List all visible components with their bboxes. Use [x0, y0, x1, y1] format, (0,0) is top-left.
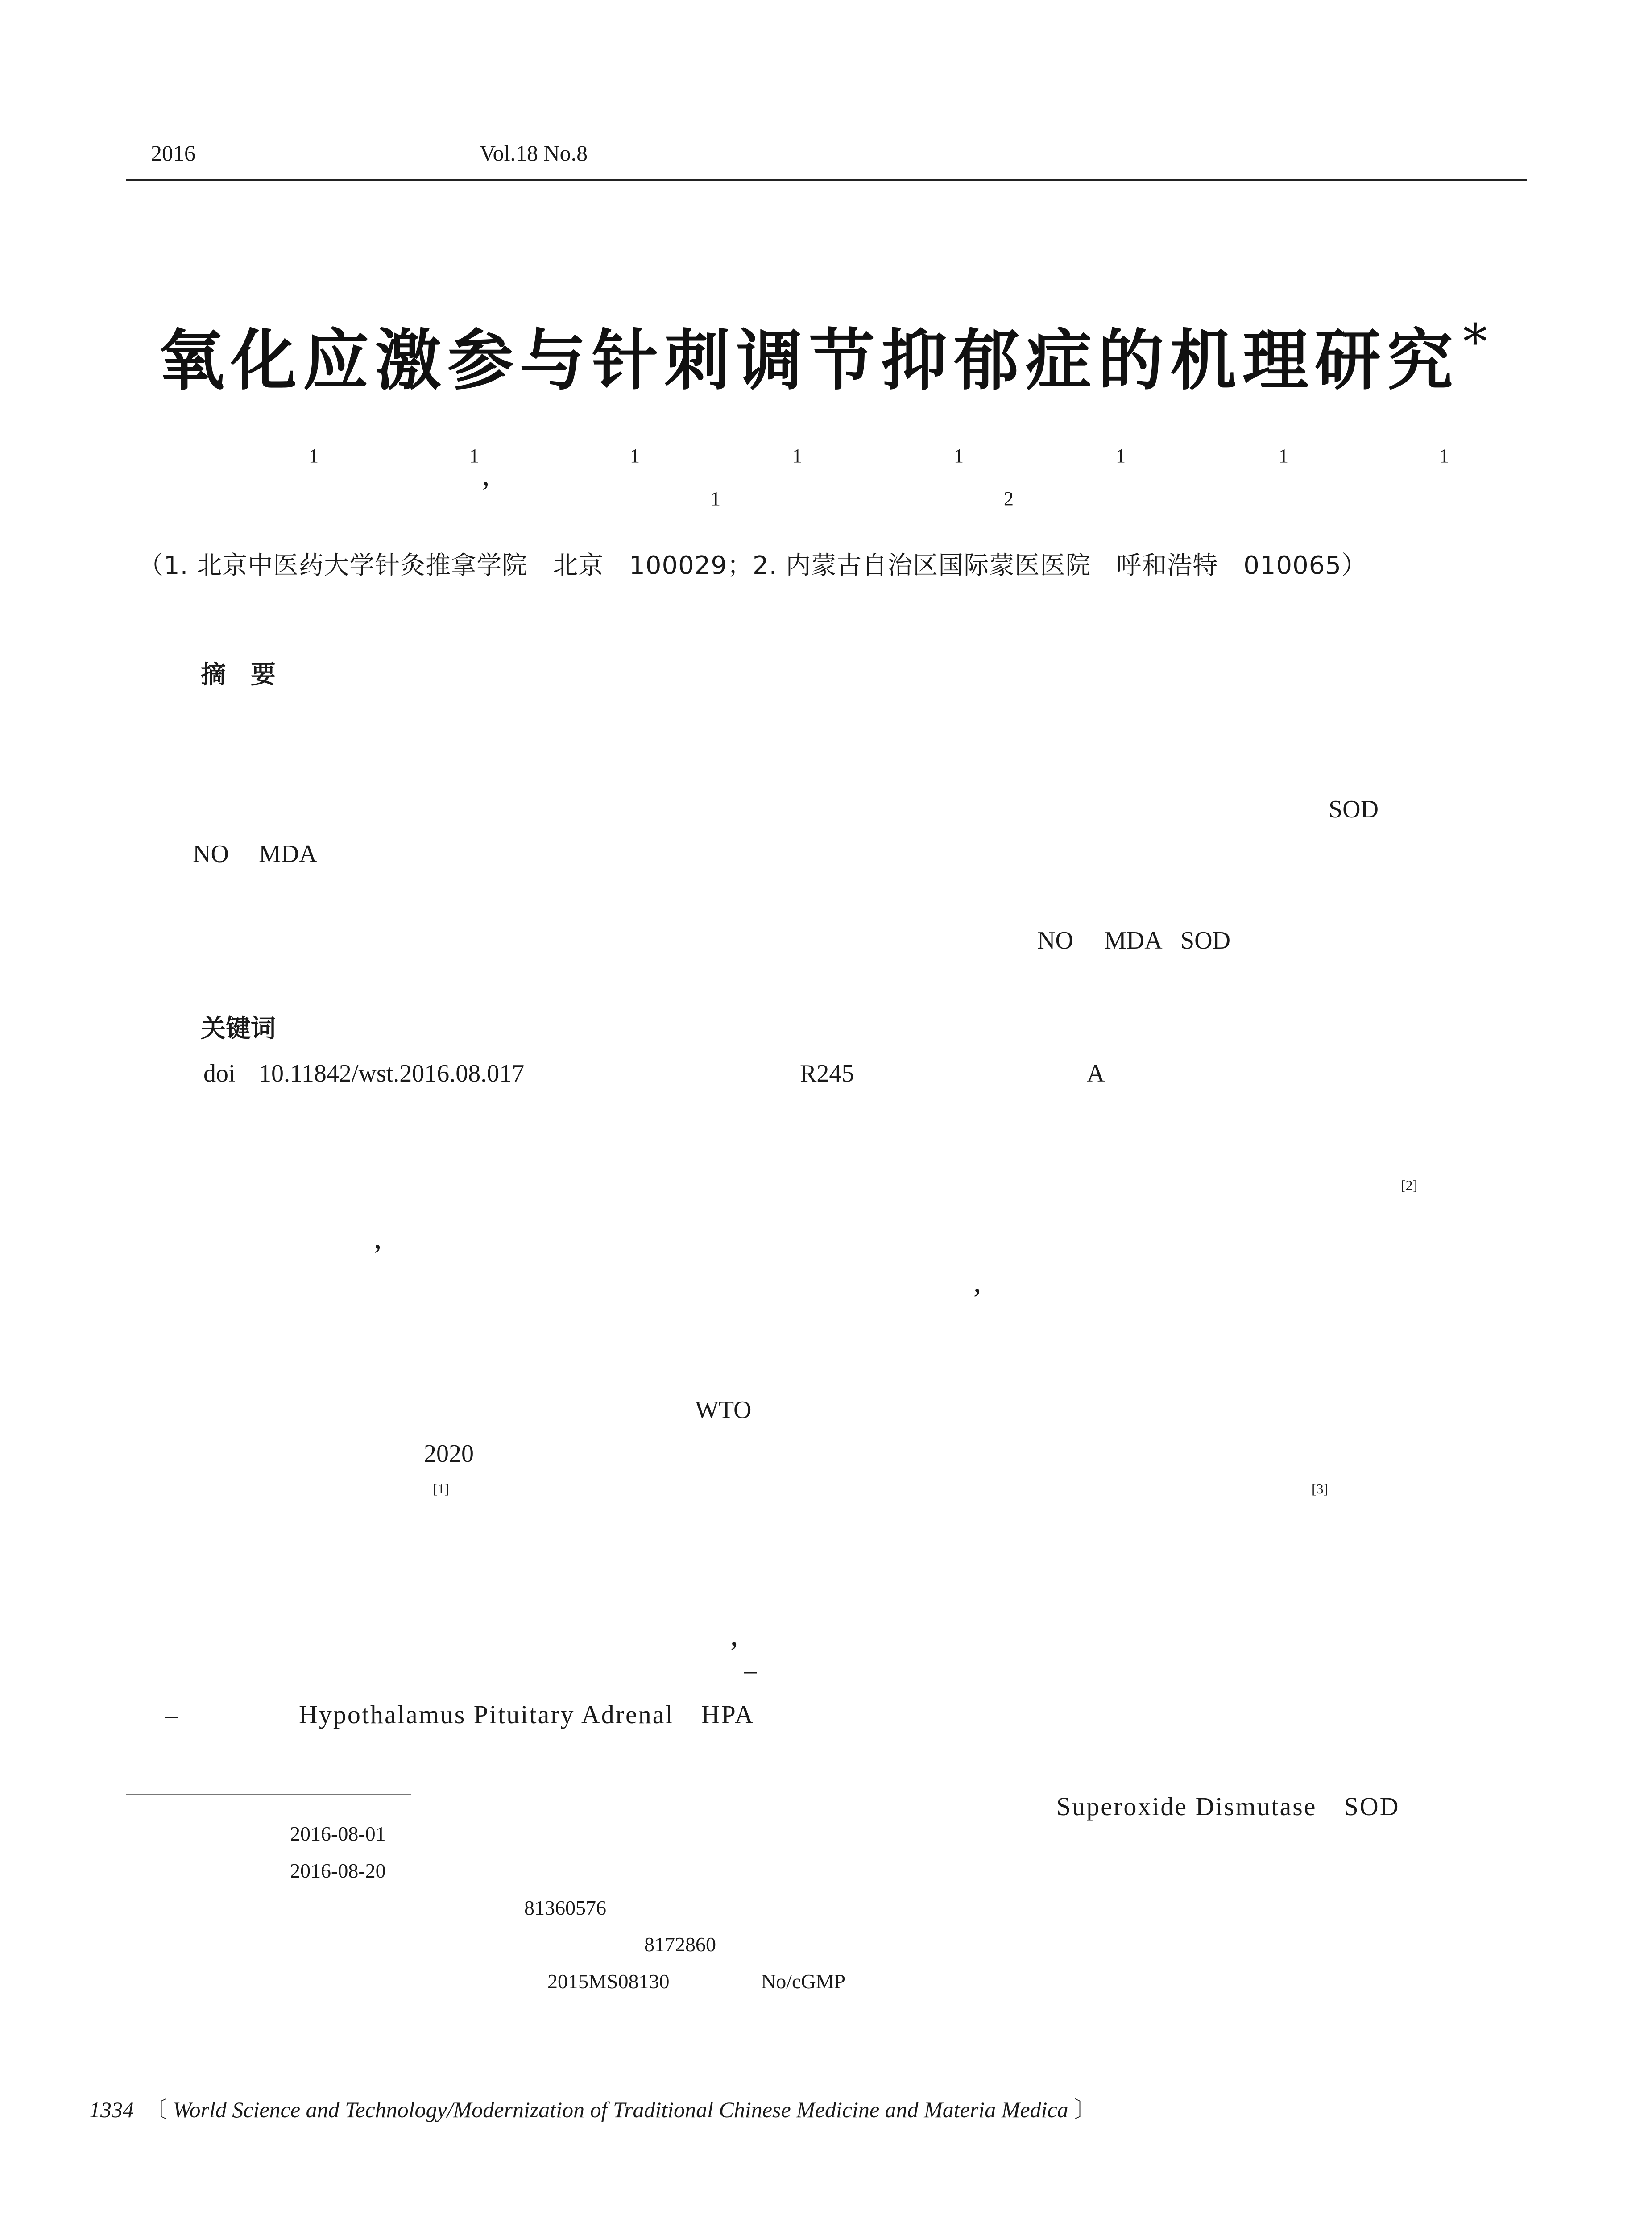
- body-term-wto: WTO: [695, 1396, 752, 1424]
- author-comma: ,: [482, 458, 490, 492]
- author-mark: 1: [792, 445, 802, 467]
- abstract-label: 摘 要: [201, 660, 276, 689]
- abstract-term-mda: MDA: [259, 840, 317, 868]
- author-mark: 1: [630, 445, 640, 467]
- body-comma: ,: [973, 1265, 981, 1299]
- page-number: 1334: [89, 2097, 134, 2122]
- paper-title: [0, 308, 1652, 402]
- body-comma: ,: [374, 1221, 382, 1255]
- citation-ref: [3]: [1312, 1480, 1329, 1497]
- footer-close-bracket: 〕: [1074, 2097, 1097, 2122]
- abstract-term-no: NO: [193, 840, 229, 868]
- paper-title-text: 氧化应激参与针刺调节抑郁症的机理研究: [158, 321, 1459, 399]
- sod-term: Superoxide Dismutase SOD: [1056, 1792, 1400, 1821]
- author-mark: 1: [1439, 445, 1449, 467]
- abstract-term-no: NO: [1037, 927, 1073, 954]
- author-mark: 1: [309, 445, 319, 467]
- author-mark: 1: [1279, 445, 1288, 467]
- header-year: 2016: [151, 141, 195, 166]
- abstract-term-sod: SOD: [1180, 927, 1231, 954]
- keywords-label: 关键词: [201, 1014, 276, 1043]
- author-mark: 1: [711, 488, 720, 510]
- hpa-axis-term: Hypothalamus Pituitary Adrenal HPA: [299, 1700, 755, 1729]
- clc-number: R245: [800, 1060, 854, 1087]
- citation-ref: [2]: [1401, 1177, 1418, 1193]
- body-dash: –: [165, 1701, 178, 1729]
- footnote-revised-date: 2016-08-20: [290, 1859, 386, 1882]
- journal-name: World Science and Technology/Modernization of Traditional Chinese Medicine and Materia Medica: [173, 2097, 1068, 2122]
- footnote-fund-number: 2015MS08130: [547, 1970, 670, 1993]
- footnote-rule: [126, 1794, 411, 1795]
- doi-label: doi: [203, 1060, 236, 1087]
- document-code: A: [1087, 1060, 1105, 1087]
- author-mark: 1: [469, 445, 479, 467]
- abstract-term-sod: SOD: [1329, 796, 1379, 823]
- header-rule: [126, 179, 1527, 181]
- author-mark: 1: [1116, 445, 1126, 467]
- abstract-term-mda: MDA: [1104, 927, 1163, 954]
- title-footnote-mark: *: [1463, 313, 1494, 370]
- page-footer: [89, 2098, 1096, 2121]
- footer-open-bracket: 〔: [145, 2097, 167, 2122]
- body-comma: ,: [730, 1618, 738, 1652]
- footnote-fund-note: No/cGMP: [761, 1970, 846, 1993]
- author-mark: 2: [1004, 488, 1014, 510]
- author-mark: 1: [954, 445, 964, 467]
- body-year-2020: 2020: [424, 1440, 474, 1468]
- citation-ref: [1]: [433, 1480, 450, 1497]
- header-volume: Vol.18 No.8: [480, 141, 588, 166]
- doi-value: 10.11842/wst.2016.08.017: [259, 1060, 525, 1087]
- body-dash: –: [744, 1657, 757, 1684]
- footnote-fund-number: 8172860: [644, 1933, 716, 1956]
- affiliation: （1. 北京中医药大学针灸推拿学院 北京 100029；2. 内蒙古自治区国际蒙医医院 呼和浩特 010065）: [138, 551, 1367, 580]
- footnote-received-date: 2016-08-01: [290, 1822, 386, 1845]
- footnote-fund-number: 81360576: [524, 1896, 606, 1919]
